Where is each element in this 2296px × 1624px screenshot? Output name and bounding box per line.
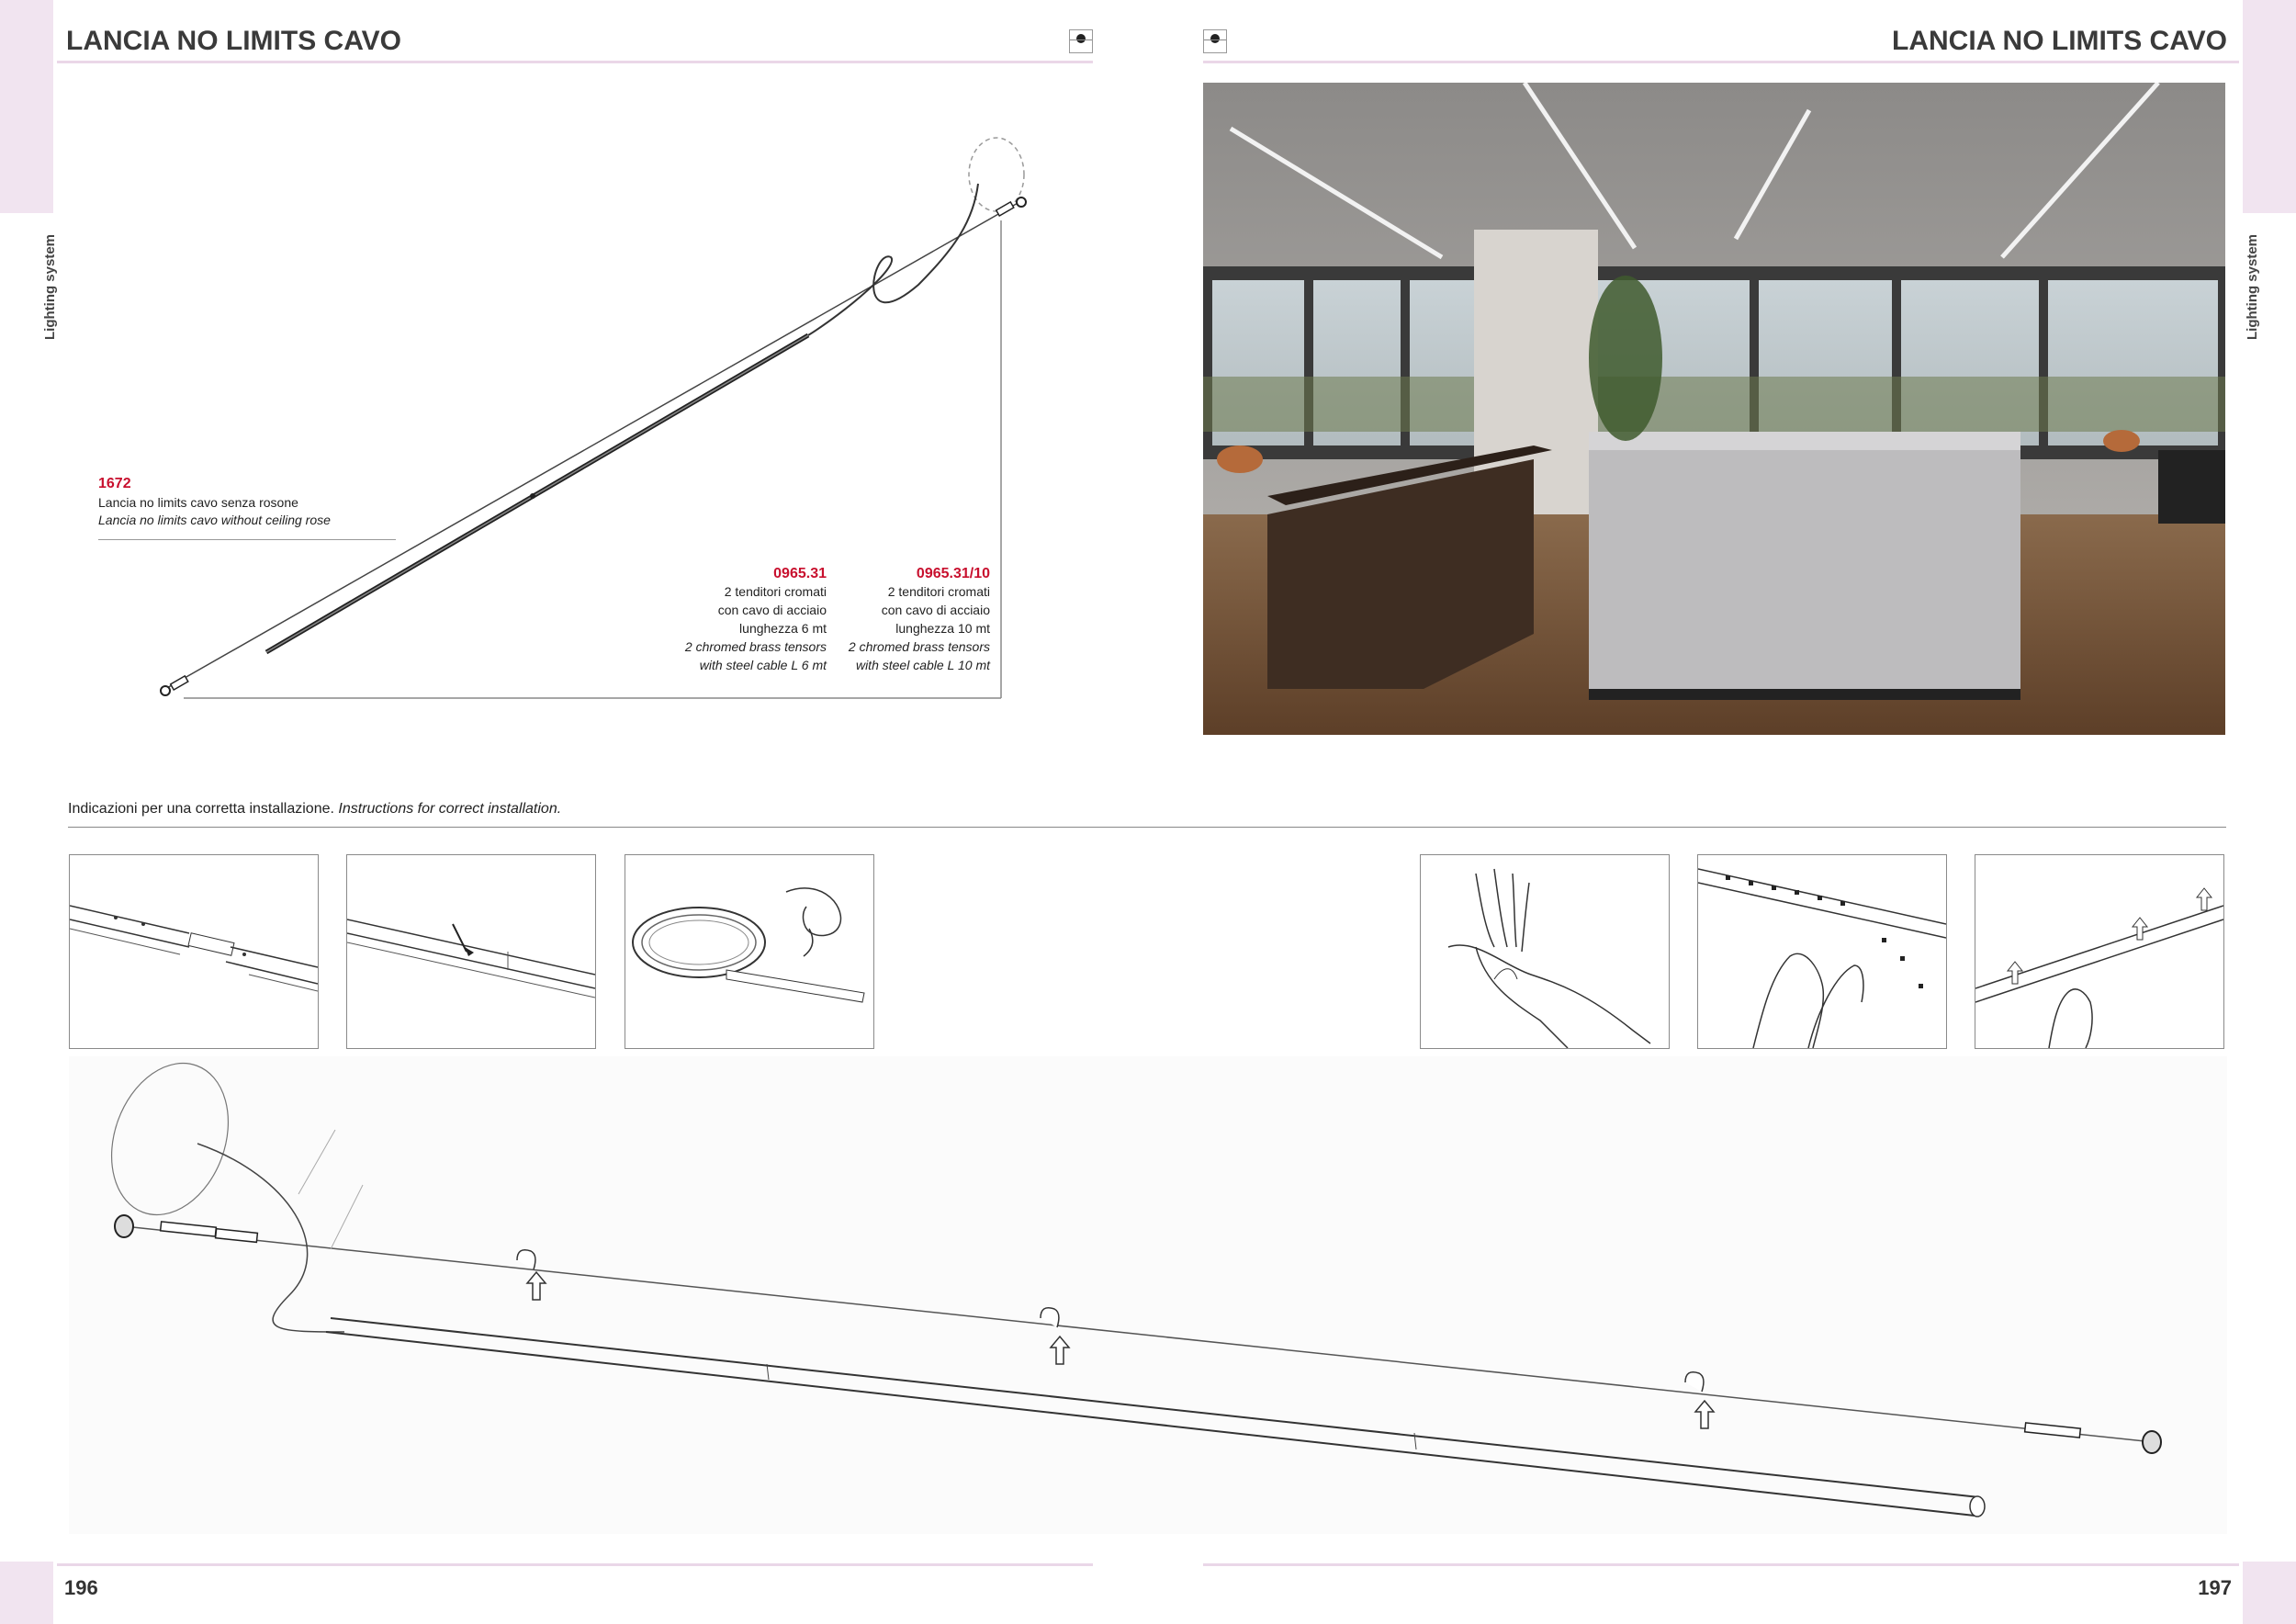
left-header-rule xyxy=(57,61,1093,63)
accessory-1-line5: with steel cable L 6 mt xyxy=(699,658,827,672)
left-page-number: 196 xyxy=(64,1576,98,1599)
left-header-icon xyxy=(1069,29,1093,53)
install-step-3 xyxy=(625,854,874,1049)
left-corner-tab xyxy=(0,0,53,213)
install-step-2 xyxy=(346,854,596,1049)
left-header-title: LANCIA NO LIMITS CAVO xyxy=(66,26,401,56)
right-corner-tab xyxy=(2243,0,2296,213)
right-bottom-tab xyxy=(2243,1562,2296,1624)
instructions-en: Instructions for correct installation. xyxy=(338,801,562,817)
accessory-2-code: 0965.31/10 xyxy=(916,566,990,581)
right-side-label: Lighting system xyxy=(2245,233,2260,340)
accessory-1-line3: lunghezza 6 mt xyxy=(739,621,827,636)
install-step-1 xyxy=(69,854,319,1049)
left-bottom-tab xyxy=(0,1562,53,1624)
accessory-1-code: 0965.31 xyxy=(773,566,827,581)
product-desc-it: Lancia no limits cavo senza rosone xyxy=(98,495,298,510)
accessory-2-line2: con cavo di acciaio xyxy=(881,603,990,617)
product-desc-en: Lancia no limits cavo without ceiling rose xyxy=(98,513,331,527)
accessory-1 xyxy=(643,566,827,674)
right-page-number: 197 xyxy=(2198,1576,2232,1599)
accessory-2-line4: 2 chromed brass tensors xyxy=(848,639,990,654)
right-header-rule xyxy=(1203,61,2239,63)
install-step-4 xyxy=(1420,854,1670,1049)
installation-overview-drawing xyxy=(69,1056,2227,1534)
accessory-1-line4: 2 chromed brass tensors xyxy=(684,639,827,654)
left-footer-rule xyxy=(57,1563,1093,1566)
accessory-2-line3: lunghezza 10 mt xyxy=(895,621,990,636)
accessory-2-line1: 2 tenditori cromati xyxy=(887,584,990,599)
office-reception-photo xyxy=(1203,83,2225,735)
instructions-heading xyxy=(68,801,561,818)
accessory-2 xyxy=(806,566,990,674)
left-side-label: Lighting system xyxy=(42,233,58,340)
instructions-rule xyxy=(68,827,2226,828)
accessory-1-line2: con cavo di acciaio xyxy=(717,603,827,617)
product-label-rule xyxy=(98,539,396,540)
accessory-1-line1: 2 tenditori cromati xyxy=(724,584,827,599)
right-header-title: LANCIA NO LIMITS CAVO xyxy=(1892,26,2227,56)
install-step-6 xyxy=(1975,854,2224,1049)
accessory-2-line5: with steel cable L 10 mt xyxy=(855,658,990,672)
right-footer-rule xyxy=(1203,1563,2239,1566)
product-code: 1672 xyxy=(98,476,131,491)
install-step-5 xyxy=(1697,854,1947,1049)
right-header-icon xyxy=(1203,29,1227,53)
instructions-it: Indicazioni per una corretta installazione. xyxy=(68,801,334,817)
